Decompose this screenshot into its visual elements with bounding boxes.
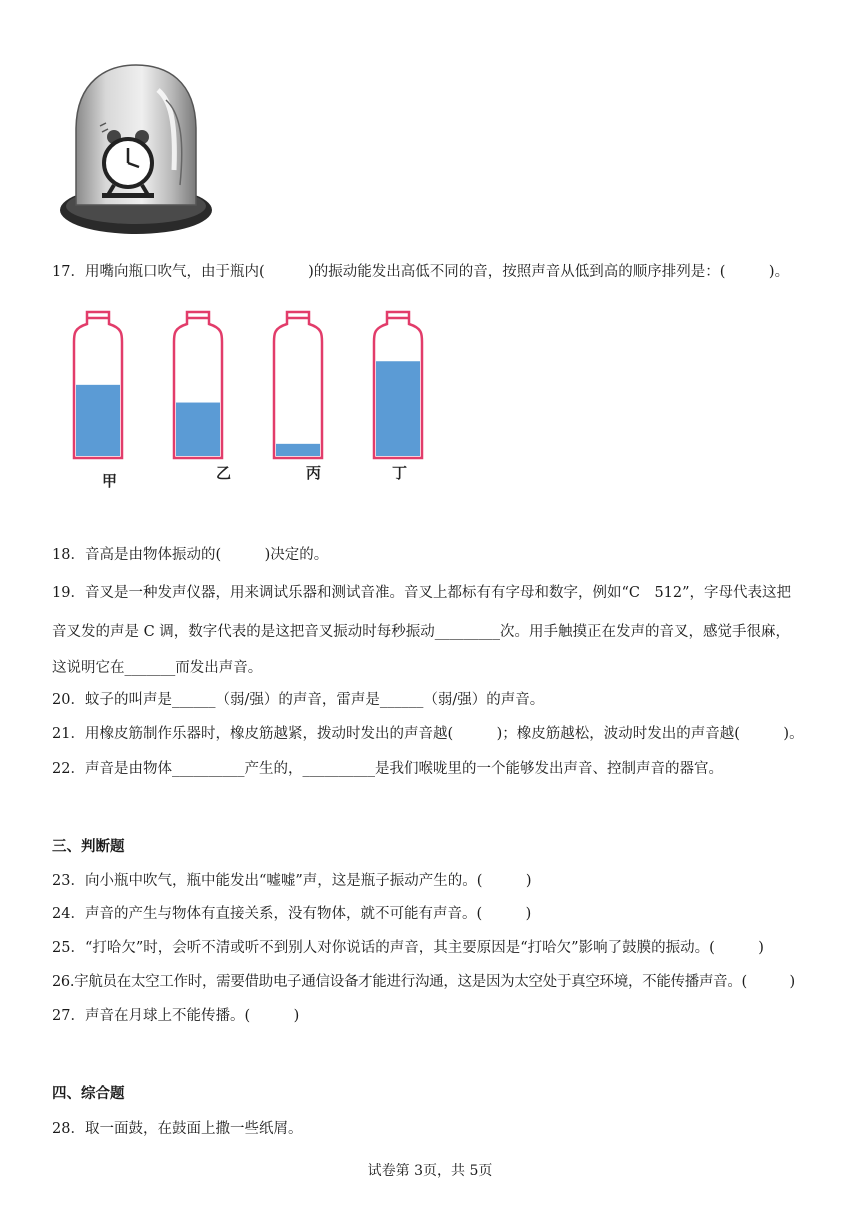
bell-jar-alarm-clock-illustration bbox=[58, 60, 218, 260]
question-19-line-3: 这说明它在_______而发出声音。 bbox=[52, 660, 263, 676]
question-17: 17．用嘴向瓶口吹气，由于瓶内( )的振动能发出高低不同的音，按照声音从低到高的顺序排列是：( )。 bbox=[52, 264, 790, 280]
section-4-title: 四、综合题 bbox=[52, 1085, 125, 1102]
question-24: 24．声音的产生与物体有直接关系，没有物体，就不可能有声音。( ) bbox=[52, 906, 532, 922]
question-22: 22．声音是由物体__________产生的，__________是我们喉咙里的一个能够发出声音、控制声音的器官。 bbox=[52, 761, 723, 777]
section-3-title: 三、判断题 bbox=[52, 838, 125, 855]
bottle-ding-water bbox=[376, 361, 420, 456]
water-bottles-figure bbox=[66, 310, 436, 500]
bottle-jia-water bbox=[76, 385, 120, 456]
bottle-yi bbox=[174, 312, 222, 458]
bottle-yi-water bbox=[176, 403, 220, 456]
question-28: 28．取一面鼓，在鼓面上撒一些纸屑。 bbox=[52, 1121, 303, 1137]
bottle-bing-outline bbox=[274, 312, 322, 458]
question-25: 25．“打哈欠”时，会听不清或听不到别人对你说话的声音，其主要原因是“打哈欠”影响了鼓膜的振动。( ) bbox=[52, 940, 764, 956]
question-26: 26.宇航员在太空工作时，需要借助电子通信设备才能进行沟通，这是因为太空处于真空环境，不能传播声音。( ) bbox=[52, 974, 795, 990]
bottle-ding bbox=[374, 312, 422, 458]
question-20: 20．蚊子的叫声是______（弱/强）的声音，雷声是______（弱/强）的声音。 bbox=[52, 692, 545, 708]
question-23: 23．向小瓶中吹气，瓶中能发出“嘘嘘”声，这是瓶子振动产生的。( ) bbox=[52, 873, 532, 889]
bottle-jia bbox=[74, 312, 122, 458]
question-21: 21．用橡皮筋制作乐器时，橡皮筋越紧，拨动时发出的声音越( )；橡皮筋越松，波动时发出的声音越( )。 bbox=[52, 726, 804, 742]
bottle-bing bbox=[274, 312, 322, 458]
question-19-line-2: 音叉发的声是 C 调，数字代表的是这把音叉振动时每秒振动_________次。用手触摸正在发声的音叉，感觉手很麻， bbox=[52, 624, 791, 640]
question-27: 27．声音在月球上不能传播。( ) bbox=[52, 1008, 300, 1024]
bottle-label-ding: 丁 bbox=[392, 464, 408, 482]
bottle-label-jia: 甲 bbox=[102, 472, 118, 490]
bottle-bing-water bbox=[276, 444, 320, 456]
bottle-label-bing: 丙 bbox=[306, 464, 322, 482]
question-19-line-1: 19．音叉是一种发声仪器，用来调试乐器和测试音准。音叉上都标有有字母和数字，例如“C 512”，字母代表这把 bbox=[52, 585, 792, 601]
question-18: 18．音高是由物体振动的( )决定的。 bbox=[52, 547, 329, 563]
bottle-label-yi: 乙 bbox=[216, 464, 232, 482]
page-footer: 试卷第 3页，共 5页 bbox=[367, 1163, 493, 1179]
